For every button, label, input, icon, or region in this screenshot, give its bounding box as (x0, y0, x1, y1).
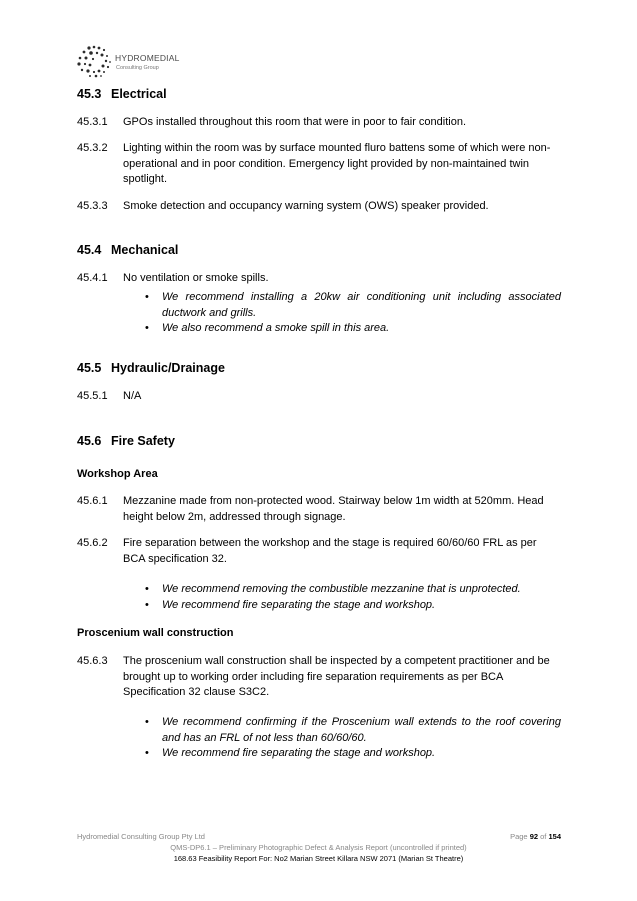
item-text: Lighting within the room was by surface mounted fluro battens some of which were non-operational and in poor condition. Emergency light provided by non-maintained twin spotlight. (123, 142, 551, 185)
list-item (77, 115, 561, 131)
recommendation-item: • We recommend fire separating the stage and workshop. (145, 746, 561, 762)
item-number: 45.6.2 (77, 537, 108, 549)
section-heading-mechanical (77, 243, 178, 257)
subheading-proscenium: Proscenium wall construction (77, 627, 234, 639)
section-number: 45.5 (77, 361, 102, 375)
logo-dots-icon (76, 44, 114, 78)
item-number: 45.5.1 (77, 390, 108, 402)
list-item (77, 271, 561, 287)
item-number: 45.4.1 (77, 272, 108, 284)
recommendation-item: • We recommend fire separating the stage and workshop. (145, 598, 561, 614)
footer-company: Hydromedial Consulting Group Pty Ltd (77, 832, 205, 841)
section-number: 45.6 (77, 434, 102, 448)
item-number: 45.3.1 (77, 116, 108, 128)
footer-report-title: 168.63 Feasibility Report For: No2 Marian Street Killara NSW 2071 (Marian St Theatre) (173, 854, 464, 863)
page-label: Page (510, 832, 528, 841)
section-heading-fire-safety (77, 434, 175, 448)
item-text: Fire separation between the workshop and the stage is required 60/60/60 FRL as per BCA specification 32. (123, 537, 537, 565)
item-text: The proscenium wall construction shall be inspected by a competent practitioner and be brought up to working order including fire separation requirements as per BCA Specification 32 clause S3C2. (123, 655, 550, 698)
list-item (77, 199, 561, 215)
logo-subtitle: Consulting Group (116, 65, 159, 71)
list-item (77, 389, 561, 405)
page-current: 92 (529, 832, 539, 841)
item-text: GPOs installed throughout this room that were in poor to fair condition. (123, 116, 467, 128)
page-of: of (540, 832, 547, 841)
page-total: 154 (548, 832, 561, 841)
item-text: Smoke detection and occupancy warning system (OWS) speaker provided. (123, 200, 489, 212)
logo-name: HYDROMEDIAL (115, 53, 180, 63)
item-number: 45.6.3 (77, 655, 108, 667)
section-heading-hydraulic (77, 361, 225, 375)
item-text: N/A (123, 390, 142, 402)
item-text: No ventilation or smoke spills. (123, 272, 269, 284)
recommendation-list (145, 715, 561, 762)
subheading-workshop: Workshop Area (77, 468, 158, 480)
item-text: Mezzanine made from non-protected wood. Stairway below 1m width at 520mm. Head height below 2m, addressed through signage. (123, 495, 544, 523)
recommendation-item: • We recommend confirming if the Proscenium wall extends to the roof covering and has an FRL of not less than 60/60/60. (145, 715, 561, 746)
section-title: Fire Safety (111, 434, 175, 448)
list-item (77, 494, 561, 525)
item-number: 45.3.2 (77, 142, 108, 154)
section-heading-electrical (77, 87, 167, 101)
section-title: Electrical (111, 87, 167, 101)
list-item (77, 654, 561, 701)
recommendation-list (145, 582, 561, 613)
section-number: 45.3 (77, 87, 102, 101)
recommendation-item: • We also recommend a smoke spill in this area. (145, 321, 561, 337)
section-number: 45.4 (77, 243, 102, 257)
section-title: Mechanical (111, 243, 179, 257)
footer-page-number (510, 832, 561, 841)
recommendation-item: • We recommend removing the combustible mezzanine that is unprotected. (145, 582, 561, 598)
company-logo (76, 44, 186, 78)
recommendation-item: • We recommend installing a 20kw air conditioning unit including associated ductwork and grills. (145, 290, 561, 321)
list-item (77, 536, 561, 567)
footer-document-code: QMS-DP6.1 – Preliminary Photographic Defect & Analysis Report (uncontrolled if printed) (170, 843, 467, 852)
item-number: 45.6.1 (77, 495, 108, 507)
list-item (77, 141, 561, 188)
recommendation-list (145, 290, 561, 337)
section-title: Hydraulic/Drainage (111, 361, 225, 375)
item-number: 45.3.3 (77, 200, 108, 212)
